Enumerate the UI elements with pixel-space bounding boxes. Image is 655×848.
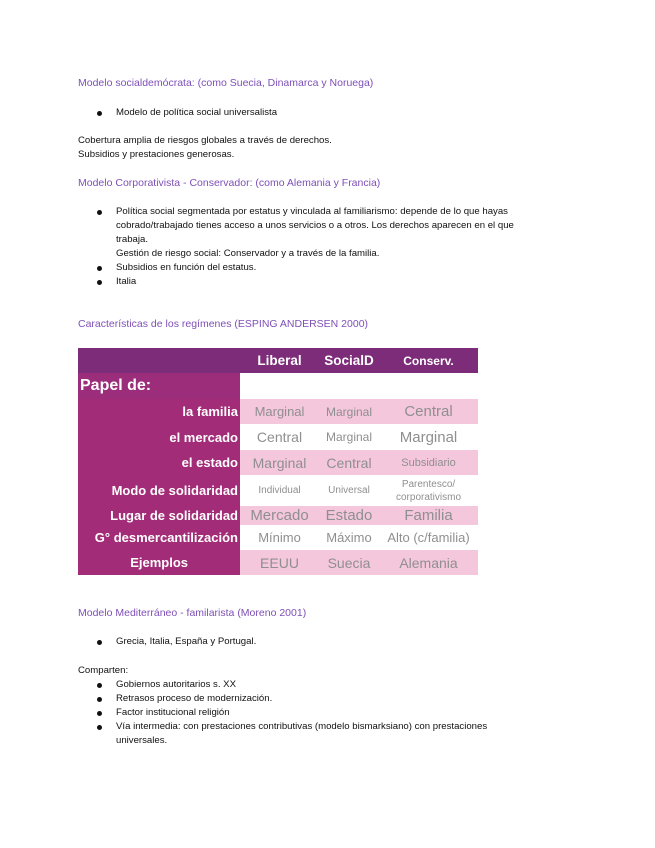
table-header-row	[78, 348, 478, 373]
column-header-sociald: SocialD	[324, 353, 374, 368]
row-label: Ejemplos	[78, 550, 240, 575]
list-item: Gobiernos autoritarios s. XX	[90, 678, 580, 692]
table-cell: Máximo	[319, 525, 379, 550]
table-cell: Parentesco/ corporativismo	[379, 475, 478, 506]
table-cell: Alto (c/familia)	[379, 525, 478, 550]
bullet-dot-icon	[97, 210, 102, 215]
table-cell: Universal	[319, 475, 379, 506]
list-item: Grecia, Italia, España y Portugal.	[90, 635, 580, 649]
table-cell: Marginal	[319, 424, 379, 450]
regimes-table	[78, 348, 478, 575]
row-label: Modo de solidaridad	[78, 475, 240, 506]
table-empty-cell	[240, 373, 478, 399]
table-row	[78, 475, 478, 506]
table-cell: Marginal	[240, 450, 319, 475]
table-cell: Mercado	[240, 506, 319, 525]
list-item: Italia	[90, 275, 580, 289]
table-cell: Estado	[319, 506, 379, 525]
table-cell: Central	[379, 399, 478, 424]
bullet-list-corporativista	[90, 205, 580, 289]
table-cell: Mínimo	[240, 525, 319, 550]
table-section-label: Papel de:	[78, 373, 240, 399]
table-row	[78, 525, 478, 550]
table-row	[78, 450, 478, 475]
table-cell: Familia	[379, 506, 478, 525]
table-cell: Alemania	[379, 550, 478, 575]
bullet-dot-icon	[97, 266, 102, 271]
table-cell: Subsidiario	[379, 450, 478, 475]
bullet-dot-icon	[97, 697, 102, 702]
bullet-list-mediterraneo	[90, 635, 580, 649]
table-row	[78, 506, 478, 525]
comparten-label: Comparten:	[78, 665, 129, 676]
table-cell: Individual	[240, 475, 319, 506]
paragraph-line: Cobertura amplia de riesgos globales a través de derechos.	[78, 135, 332, 146]
table-cell: Marginal	[240, 399, 319, 424]
list-item: Modelo de política social universalista	[90, 106, 580, 120]
table-row	[78, 550, 478, 575]
row-label: el estado	[78, 450, 240, 475]
bullet-dot-icon	[97, 711, 102, 716]
bullet-list-social	[90, 106, 580, 120]
bullet-dot-icon	[97, 640, 102, 645]
heading-caracteristicas: Características de los regímenes (ESPING ANDERSEN 2000)	[78, 318, 369, 330]
bullet-dot-icon	[97, 111, 102, 116]
list-item: Subsidios en función del estatus.	[90, 261, 580, 275]
bullet-list-comparten	[90, 678, 580, 748]
row-label: el mercado	[78, 424, 240, 450]
heading-mediterraneo: Modelo Mediterráneo - familarista (Moreno 2001)	[78, 607, 307, 619]
table-cell: Marginal	[379, 424, 478, 450]
table-row	[78, 424, 478, 450]
table-cell: EEUU	[240, 550, 319, 575]
list-item: Retrasos proceso de modernización.	[90, 692, 580, 706]
table-cell: Suecia	[319, 550, 379, 575]
bullet-dot-icon	[97, 683, 102, 688]
table-cell: Central	[240, 424, 319, 450]
column-header-conserv: Conserv.	[403, 353, 454, 368]
table-cell: Central	[319, 450, 379, 475]
heading-corporativista: Modelo Corporativista - Conservador: (como Alemania y Francia)	[78, 177, 381, 189]
list-item: Factor institucional religión	[90, 706, 580, 720]
row-label: la familia	[78, 399, 240, 424]
bullet-dot-icon	[97, 280, 102, 285]
row-label: G° desmercantilización	[78, 525, 240, 550]
heading-socialdemocrata: Modelo socialdemócrata: (como Suecia, Dinamarca y Noruega)	[78, 77, 374, 89]
paragraph-line: Subsidios y prestaciones generosas.	[78, 149, 235, 160]
row-label: Lugar de solidaridad	[78, 506, 240, 525]
list-item: Política social segmentada por estatus y vinculada al familiarismo: depende de lo que hayas cobrado/trabajado tienes acceso a unos servicios o a otros. Los derechos aparecen en el que trabaja. Gestión de riesgo social: Conservador y a través de la familia.	[90, 205, 580, 261]
table-row	[78, 399, 478, 424]
bullet-dot-icon	[97, 725, 102, 730]
list-item: Vía intermedia: con prestaciones contributivas (modelo bismarksiano) con prestaciones universales.	[90, 720, 580, 748]
table-cell: Marginal	[319, 399, 379, 424]
column-header-liberal: Liberal	[257, 353, 302, 368]
table-section-row	[78, 373, 478, 399]
